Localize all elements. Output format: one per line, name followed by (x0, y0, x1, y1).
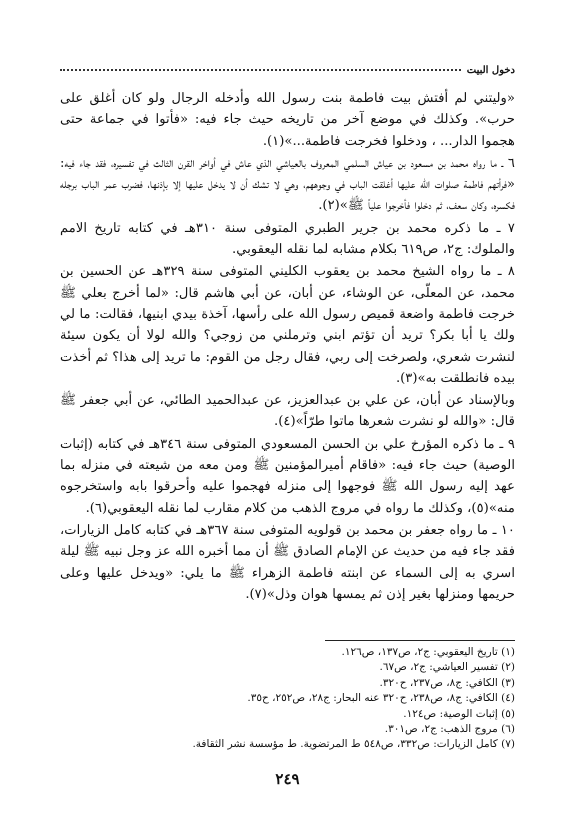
footnote: (٥) إثبات الوصية: ص١٢٤. (403, 707, 515, 720)
paragraph: ٦ ـ ما رواه محمد بن مسعود بن عياش السلمي المعروف بالعياشي الذي عاش في أواخر القرن الثالث في تفسيره، فقد جاء فيه: «فرأتهم فاطمة صلوات الله عليها أغلقت الباب في وجوههم، وهي لا تشك أن لا يدخل عليها إلا بإذنها، فضرب عمر الباب برجله فكسره، وكان سعف، ثم دخلوا فأخرجوا علياً ﷺ»(٢). (60, 155, 515, 214)
page-number: ٢٤٩ (275, 770, 300, 788)
running-header (60, 62, 515, 78)
header-dotted-rule (60, 69, 461, 71)
paragraph: وبالإسناد عن أبان، عن علي بن عبدالعزيز، عن عبدالحميد الطائي، عن أبي جعفر ﷺ قال: «والله لو نشرت شعرها ماتوا طرّاً»(٤). (60, 393, 515, 430)
paragraph: ١٠ ـ ما رواه جعفر بن محمد بن قولويه المتوفى سنة ٣٦٧هـ في كتابه كامل الزيارات، فقد جاء فيه من حديث عن الإمام الصادق ﷺ أن مما أخبره الله عز وجل نبيه ﷺ ليلة اسري به إلى السماء عن ابنته فاطمة الزهراء ﷺ ما يلي: «ويدخل عليها وعلى حريمها ومنزلها بغير إذن ثم يمسها هوان وذل»(٧). (60, 522, 515, 602)
footnote: (٣) الكافي: ج٨، ص٢٣٧، ح٣٢٠. (379, 676, 515, 689)
footnote: (٧) كامل الزيارات: ص٣٣٢، ص٥٤٨ ط المرتضوية. ط مؤسسة نشر الثقافة. (192, 738, 515, 751)
footnote-separator (325, 640, 515, 641)
footnote: (٤) الكافي: ج٨، ص٢٣٨، ح٣٢٠ عنه البحار: ج٢٨، ص٢٥٢، ح٣٥. (247, 692, 515, 705)
footnote: (٢) تفسير العياشي: ج٢، ص٦٧. (379, 661, 515, 674)
footnote: (٦) مروج الذهب: ج٢، ص٣٠١. (384, 723, 515, 736)
paragraph: «وليتني لم أفتش بيت فاطمة بنت رسول الله وأدخله الرجال ولو كان أغلق على حرب». وكذلك في موضع آخر من تاريخه حيث جاء فيه: «فأتوا في جماعة حتى هجموا الدار... ، ودخلوا فخرجت فاطمة...»(١). (60, 91, 515, 149)
paragraph: ٨ ـ ما رواه الشيخ محمد بن يعقوب الكليني المتوفى سنة ٣٢٩هـ عن الحسين بن محمد، عن المعلّى، عن الوشاء، عن أبان، عن أبي هاشم قال: «لما أخرج بعلي ﷺ خرجت فاطمة واضعة قميص رسول الله على رأسها، آخذة بيدي ابنيها، فقالت: ما لي ولك يا أبا بكر؟ تريد أن تؤتم ابني وترملني من زوجي؟ والله لولا أن يكون سيئة لنشرت شعري، ولصرخت إلى ربي، فقال رجل من القوم: ما تريد إلى هذا؟ ثم أخذت بيده فانطلقت به»(٣). (60, 264, 516, 386)
main-text (60, 88, 515, 606)
paragraph: ٩ ـ ما ذكره المؤرخ علي بن الحسن المسعودي المتوفى سنة ٣٤٦هـ في كتابه (إثبات الوصية) حيث جاء فيه: «فاقام أميرالمؤمنين ﷺ ومن معه من شيعته في منزله بما عهد إليه رسول الله ﷺ فوجهوا إلى منزله فهجموا عليه وأحرقوا بابه واستخرجوه منه»(٥)، وكذلك ما رواه في مروج الذهب من كلام مقارب لما نقله اليعقوبي(٦). (60, 436, 515, 516)
footnotes (60, 645, 515, 753)
paragraph: ٧ ـ ما ذكره محمد بن جرير الطبري المتوفى سنة ٣١٠هـ في كتابه تاريخ الامم والملوك: ج٢، ص٦١٩ بكلام مشابه لما نقله اليعقوبي. (60, 220, 515, 258)
footnote: (١) تاريخ اليعقوبي: ج٢، ص١٣٧، ص١٢٦. (341, 646, 515, 658)
running-header-title: دخول البيت (466, 64, 515, 76)
